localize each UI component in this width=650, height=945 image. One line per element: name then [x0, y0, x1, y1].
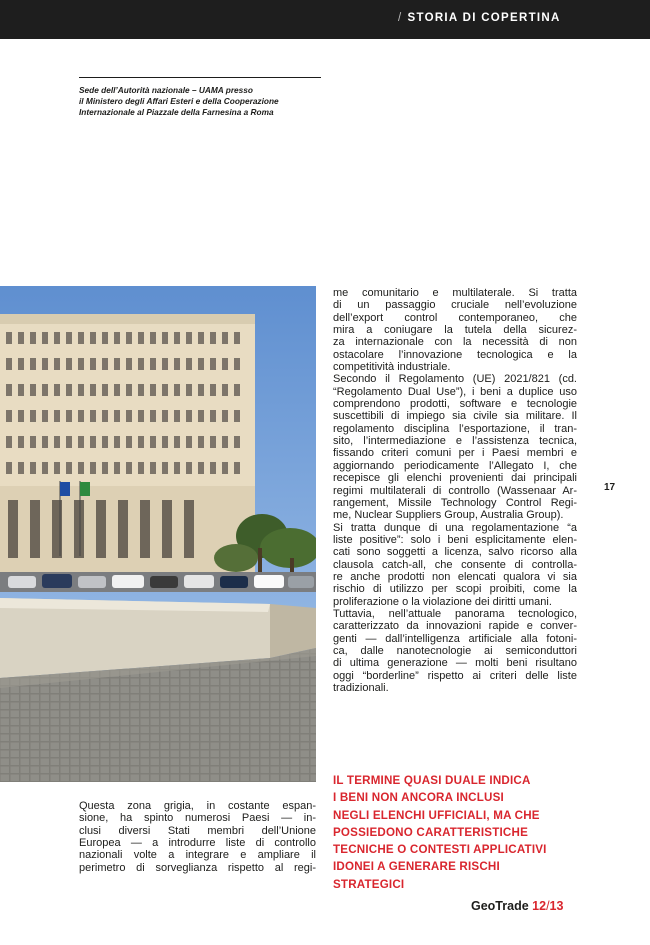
- caption-rule: [79, 77, 321, 78]
- text-line: Secondo il Regolamento (UE) 2021/821 (cd.: [333, 373, 577, 386]
- footer-folio: [471, 899, 563, 913]
- page-separator: /: [546, 899, 550, 913]
- paragraph-borderline: [333, 608, 577, 694]
- paragraph-positive-lists: [333, 522, 577, 608]
- text-line: Si tratta dunque di una regolamentazione “a: [333, 521, 577, 534]
- body-text-right-column: [333, 287, 577, 694]
- text-line: nazionali volte a integrare e ampliare il: [79, 849, 316, 862]
- pull-quote-line: TECNICHE O CONTESTI APPLICATIVI: [333, 843, 547, 857]
- page-number-left: 12: [532, 899, 547, 913]
- text-line: comprendono prodotti, software e tecnologie: [333, 398, 577, 411]
- text-line: proliferazione o la violazione dei diritti umani.: [333, 595, 552, 608]
- text-line: ca, dalle nanotecnologie ai semiconduttori: [333, 644, 577, 657]
- page-marker: 17: [604, 482, 616, 493]
- text-line: cati sono soggetti a licenza, salvo ricorso alla: [333, 546, 577, 559]
- caption-line: Internazionale al Piazzale della Farnesina a Roma: [79, 107, 274, 117]
- text-line: za internazionale con la necessità di non: [333, 336, 577, 349]
- text-line: ostacolare l’innovazione tecnologica e la: [333, 348, 577, 361]
- text-line: fissando criteri comuni per i Paesi membri e: [333, 447, 577, 460]
- page-number-right: 13: [549, 899, 564, 913]
- text-line: sito, l’intermediazione e l’assistenza tecnica,: [333, 435, 577, 448]
- top-bar: [0, 0, 650, 39]
- text-line: dell’export control contemporaneo, che: [333, 311, 577, 324]
- text-line: sione, ha spinto numerosi Paesi — in-: [79, 812, 316, 825]
- text-line: genti — dall’intelligenza artificiale alla fotoni-: [333, 632, 577, 645]
- text-line: rischio di utilizzo per scopi proibiti, come la: [333, 583, 577, 596]
- text-line: rangement, Missile Technology Control Regi-: [333, 496, 577, 509]
- text-line: Tuttavia, nell’attuale panorama tecnologico,: [333, 607, 577, 620]
- text-line: oggi “borderline” rispetto ai criteri delle liste: [333, 669, 577, 682]
- text-line: me, Nuclear Suppliers Group, Australia Group).: [333, 509, 564, 522]
- text-line: suscettibili di impiego sia civile sia militare. Il: [333, 410, 577, 423]
- text-line: caratterizzato da innovazioni rapide e conver-: [333, 620, 577, 633]
- text-line: me comunitario e multilaterale. Si tratta: [333, 287, 577, 299]
- text-line: “Regolamento Dual Use”), i beni a duplice uso: [333, 385, 577, 398]
- body-text-left-column: [79, 800, 316, 874]
- text-line: regimi multilaterali di controllo (Wassenaar Ar-: [333, 484, 577, 497]
- farnesina-photo-illustration: [0, 286, 316, 782]
- text-line: perimetro di sorveglianza rispetto al regi-: [79, 861, 316, 874]
- paragraph-intro: [333, 287, 577, 373]
- caption-line: Sede dell’Autorità nazionale – UAMA presso: [79, 85, 253, 95]
- text-line: recepisce gli elenchi provenienti dai principali: [333, 472, 577, 485]
- text-line: di ultima generazione — molti beni risultano: [333, 657, 577, 670]
- text-line: re anche prodotti non elencati qualora vi sia: [333, 570, 577, 583]
- text-line: aggiornando periodicamente l’Allegato I, che: [333, 459, 577, 472]
- section-label: STORIA DI COPERTINA: [407, 12, 561, 24]
- pull-quote-line: IL TERMINE QUASI DUALE INDICA: [333, 774, 531, 787]
- text-line: Questa zona grigia, in costante espan-: [79, 800, 316, 812]
- text-line: tradizionali.: [333, 682, 389, 694]
- publication-name: GeoTrade: [471, 899, 529, 913]
- text-line: regolamento disciplina l’esportazione, il tran-: [333, 422, 577, 435]
- farnesina-photo: [0, 286, 316, 782]
- pull-quote-line: POSSIEDONO CARATTERISTICHE: [333, 825, 529, 839]
- pull-quote-line: I BENI NON ANCORA INCLUSI: [333, 791, 504, 805]
- pull-quote-line: STRATEGICI: [333, 877, 405, 891]
- photo-caption: [79, 85, 329, 118]
- text-line: mira a coniugare la tutela della sicurez-: [333, 324, 577, 337]
- pull-quote-line: NEGLI ELENCHI UFFICIALI, MA CHE: [333, 808, 540, 822]
- text-line: liste positive”: solo i beni esplicitamente elen-: [333, 533, 577, 546]
- caption-line: il Ministero degli Affari Esteri e della Cooperazione: [79, 96, 279, 106]
- text-line: Europea — a introdurre liste di controllo: [79, 837, 316, 850]
- paragraph-regulation: [333, 373, 577, 521]
- section-tag: / STORIA DI COPERTINA: [398, 12, 561, 24]
- pull-quote-line: IDONEI A GENERARE RISCHI: [333, 860, 500, 874]
- text-line: competitività industriale.: [333, 361, 451, 374]
- pull-quote: [333, 772, 583, 893]
- page-numbers: [532, 899, 563, 913]
- text-line: clausola catch-all, che consente di controlla-: [333, 558, 577, 571]
- text-line: di un passaggio cruciale nell’evoluzione: [333, 299, 577, 312]
- text-line: clusi diversi Stati membri dell’Unione: [79, 824, 316, 837]
